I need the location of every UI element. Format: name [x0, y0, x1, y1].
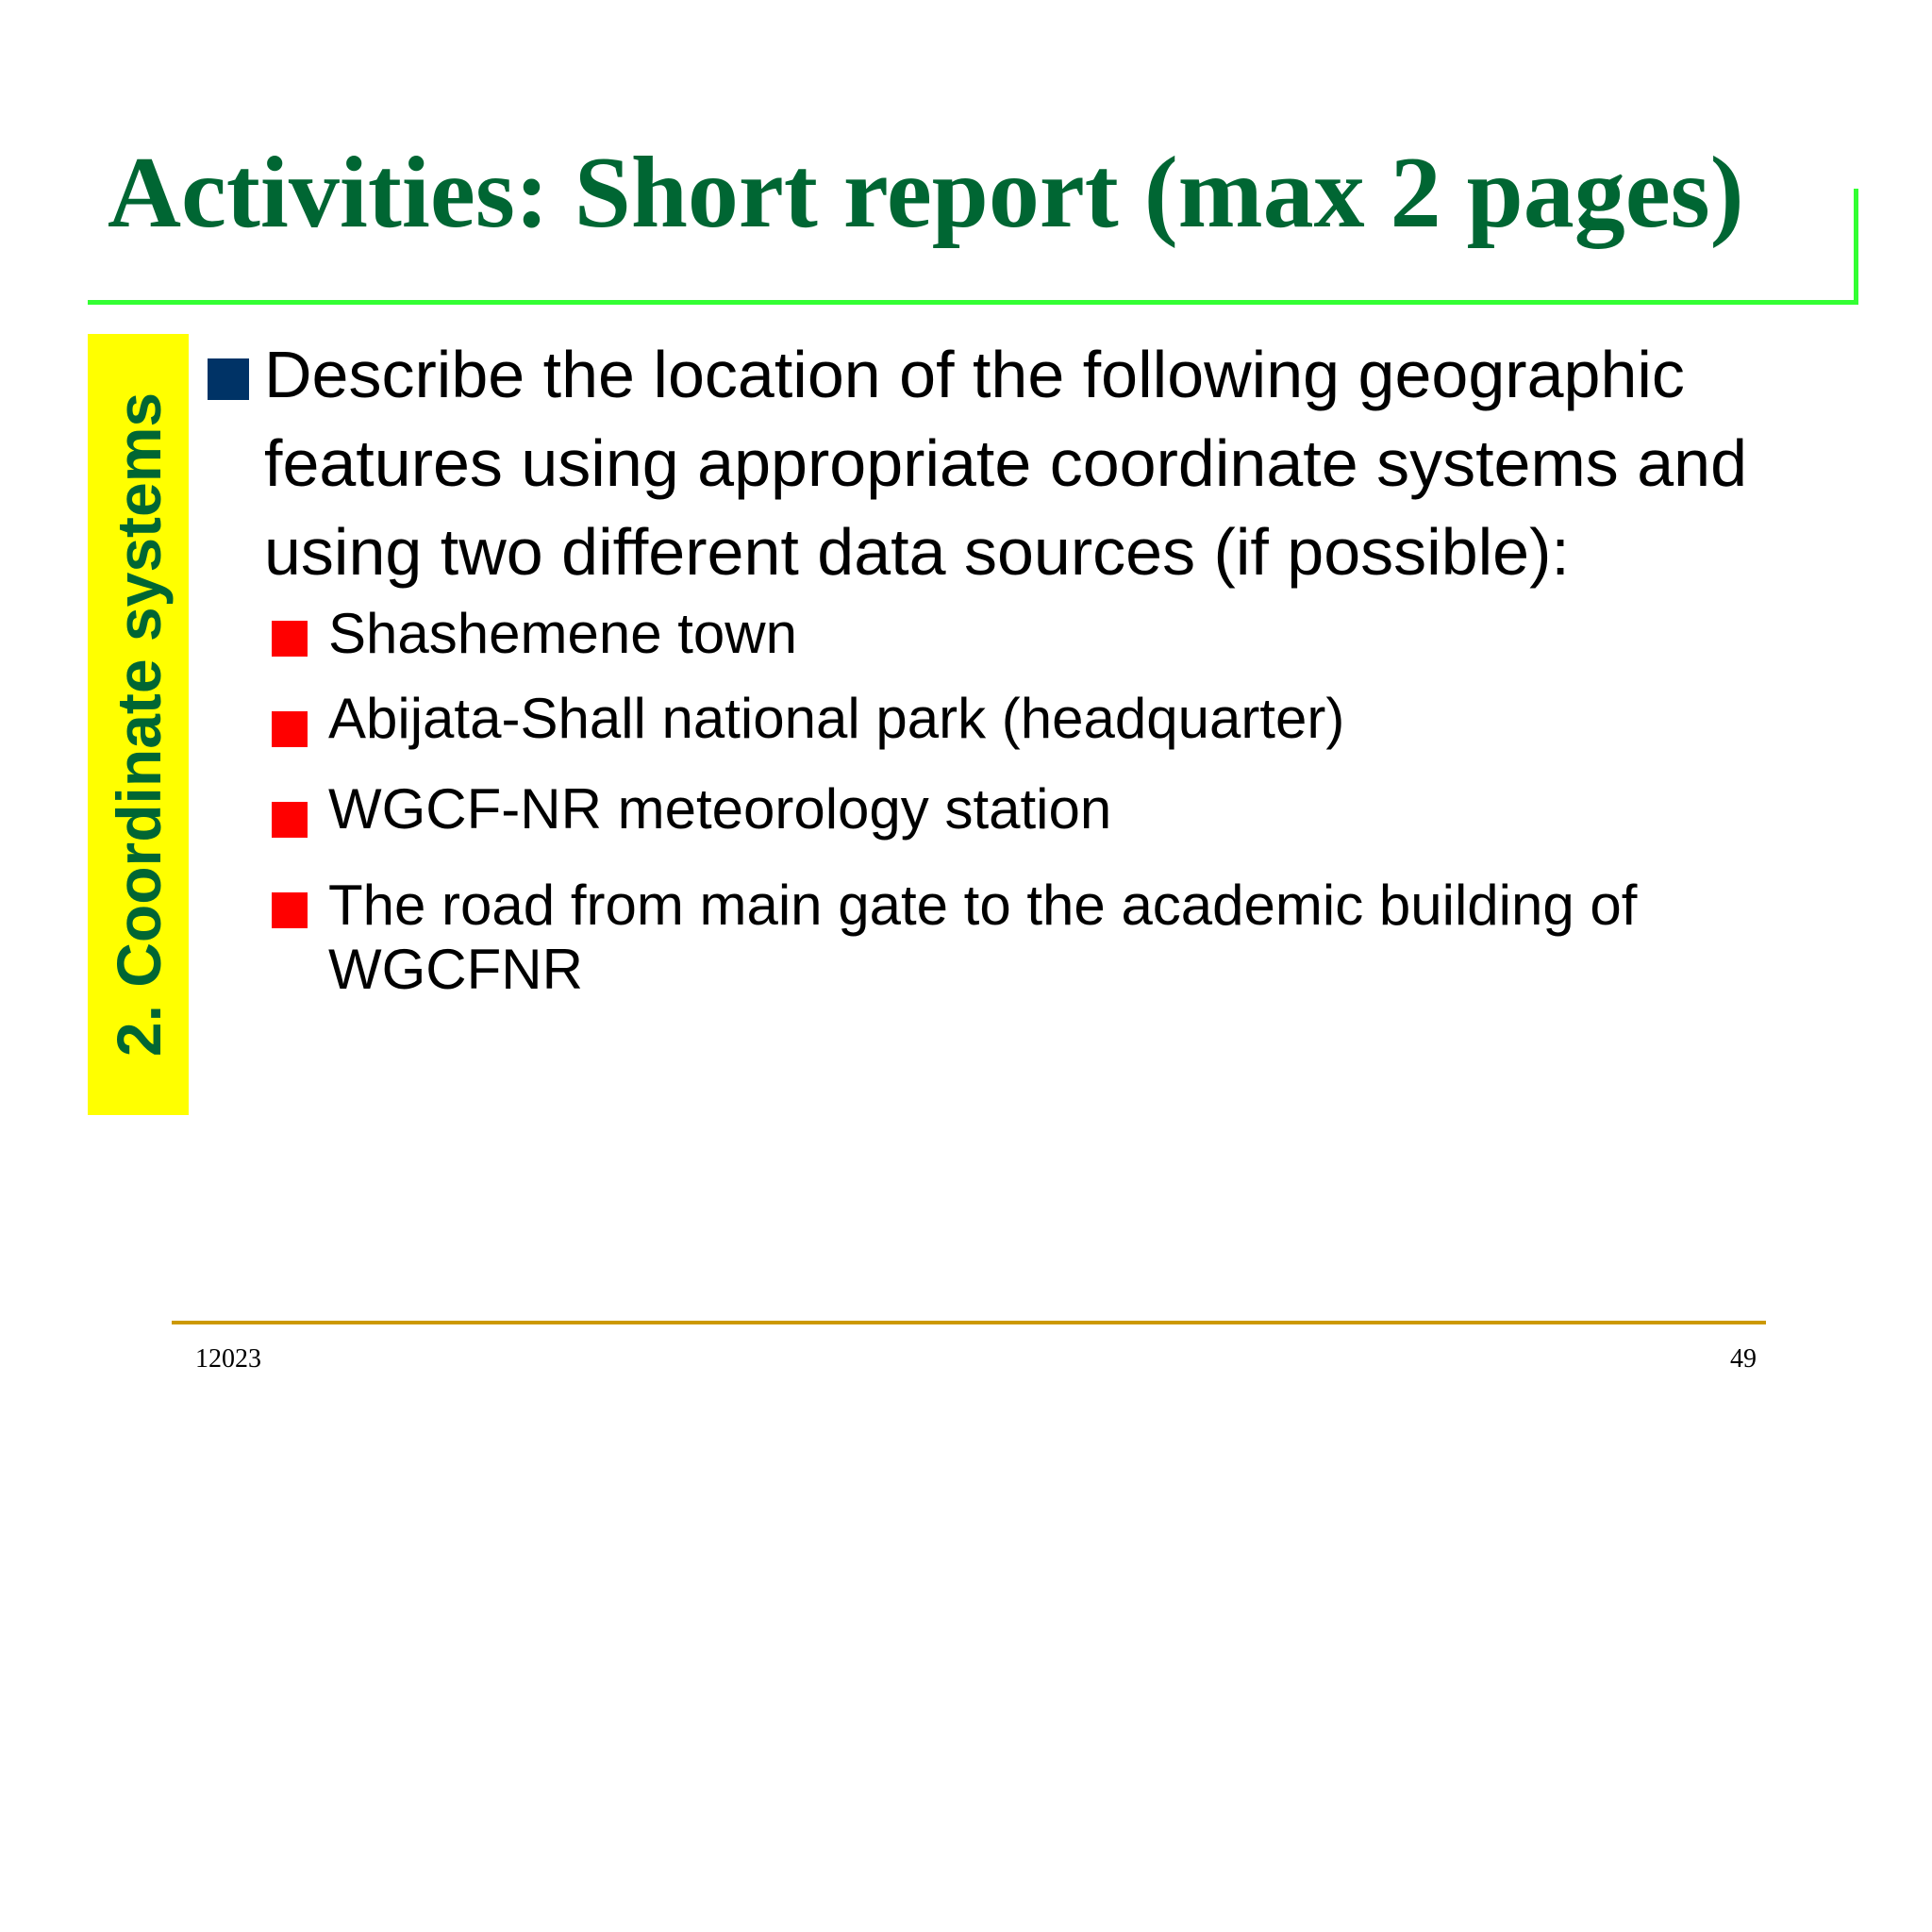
sub-bullet-item — [206, 687, 1762, 751]
main-bullet — [206, 330, 1762, 596]
footer-left-text: 12023 — [195, 1344, 261, 1374]
sub-bullet-text: Abijata-Shall national park (headquarter) — [328, 687, 1345, 750]
slide-title: Activities: Short report (max 2 pages) — [108, 137, 1744, 249]
page-number: 49 — [1730, 1344, 1757, 1374]
sub-bullet-text: Shashemene town — [328, 602, 797, 665]
sub-bullet-item — [206, 602, 1762, 666]
square-bullet-icon — [272, 892, 308, 928]
square-bullet-icon — [208, 358, 249, 400]
section-side-tab — [88, 334, 189, 1115]
section-label: 2. Coordinate systems — [103, 391, 174, 1058]
sub-bullet-text: WGCF-NR meteorology station — [328, 777, 1112, 841]
sub-bullet-item — [206, 874, 1762, 1002]
sub-bullet-list — [206, 602, 1762, 1002]
square-bullet-icon — [272, 711, 308, 747]
sub-bullet-item — [206, 777, 1762, 841]
main-bullet-text: Describe the location of the following geographic features using appropriate coordinate systems and using two different data sources (if possible): — [264, 338, 1748, 589]
footer-rule — [172, 1321, 1766, 1324]
title-underline — [88, 300, 1857, 305]
sub-bullet-text: The road from main gate to the academic building of WGCFNR — [328, 874, 1638, 1001]
square-bullet-icon — [272, 802, 308, 838]
slide-content — [206, 330, 1762, 1002]
title-corner-rule — [1854, 189, 1858, 305]
square-bullet-icon — [272, 621, 308, 657]
